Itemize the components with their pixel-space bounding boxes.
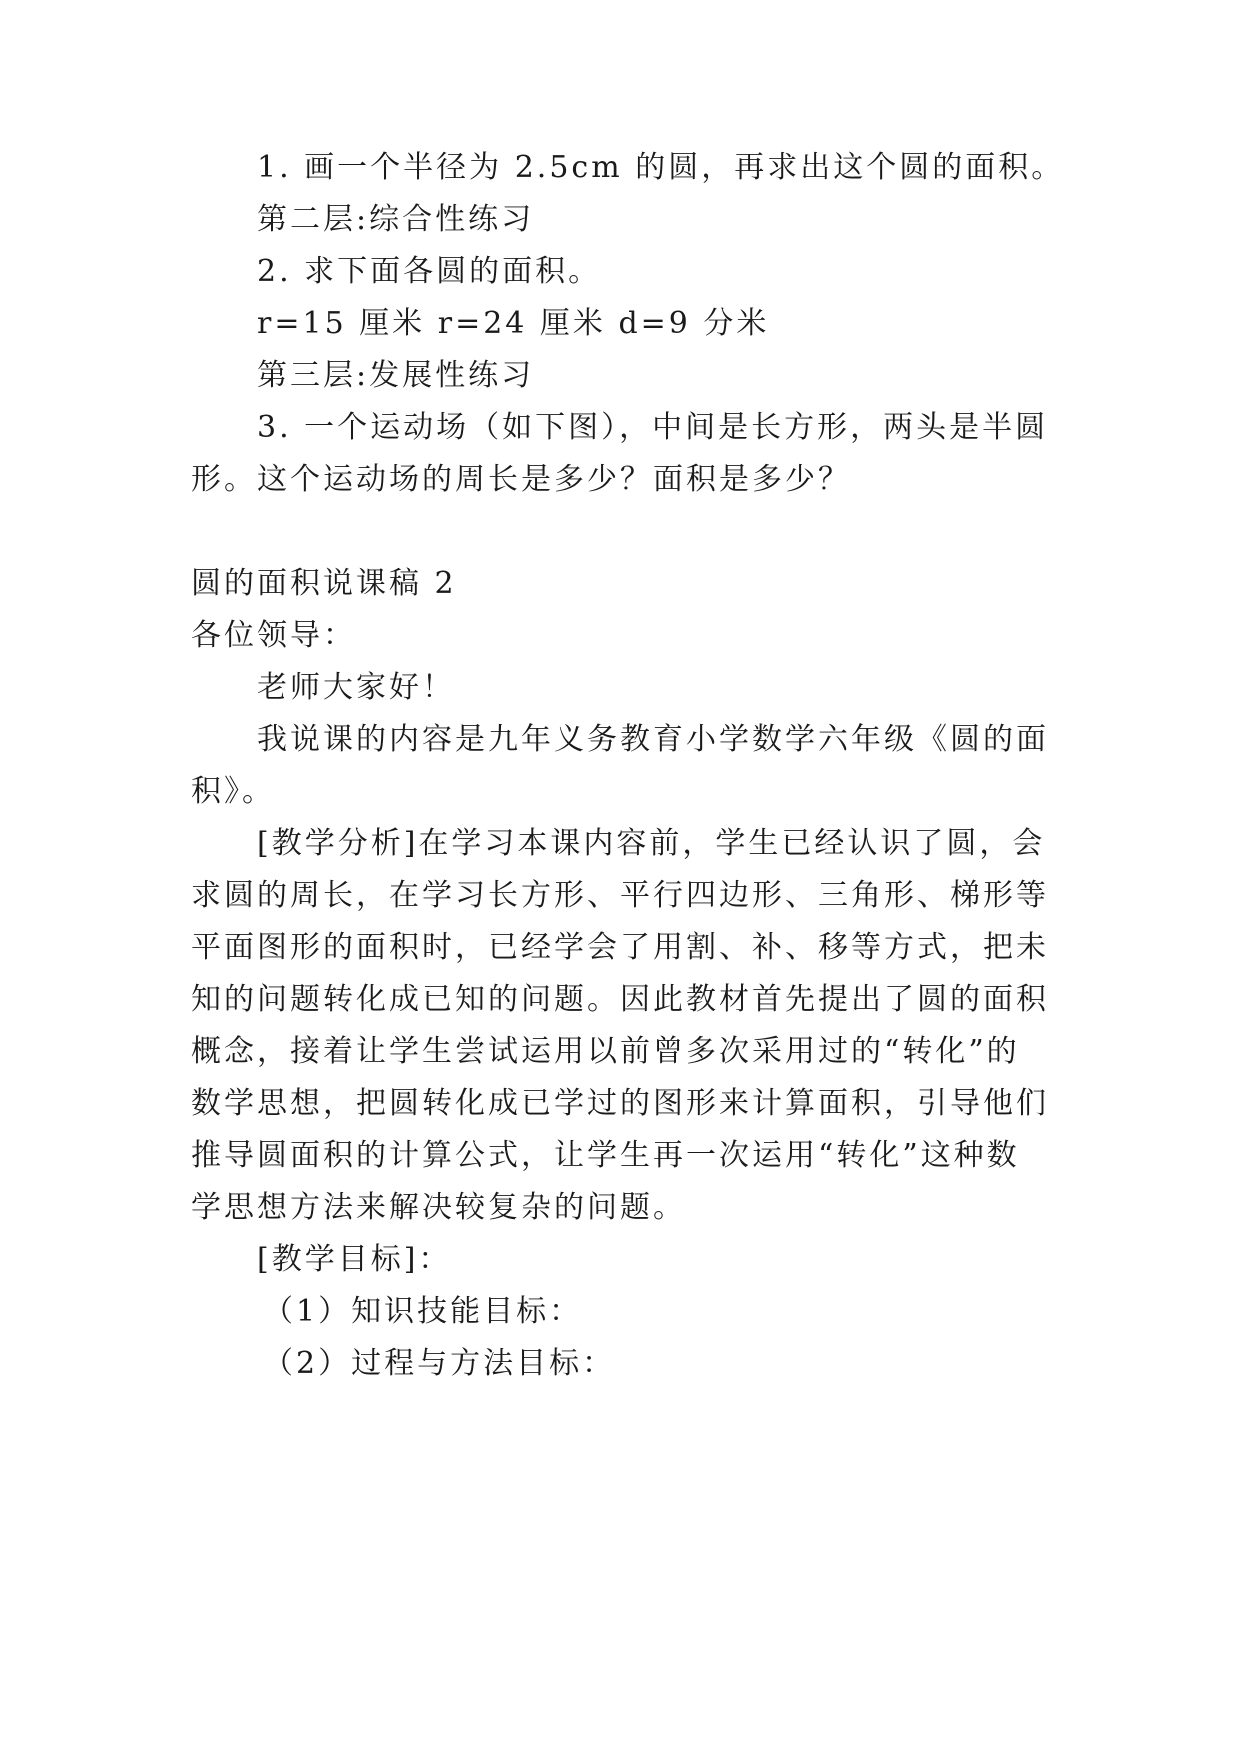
analysis-line-7: 推导圆面积的计算公式，让学生再一次运用“转化”这种数 xyxy=(191,1138,1020,1173)
exercise-3-line-2: 形。这个运动场的周长是多少？面积是多少？ xyxy=(191,462,851,497)
analysis-line-4: 知的问题转化成已知的问题。因此教材首先提出了圆的面积 xyxy=(191,982,1049,1017)
analysis-line-3: 平面图形的面积时，已经学会了用割、补、移等方式，把未 xyxy=(191,930,1049,965)
level-2-heading: 第二层:综合性练习 xyxy=(257,202,535,237)
salutation: 各位领导： xyxy=(191,618,356,653)
analysis-line-1: [教学分析]在学习本课内容前，学生已经认识了圆，会 xyxy=(257,826,1046,861)
goal-knowledge: （1）知识技能目标： xyxy=(263,1294,583,1329)
goal-process: （2）过程与方法目标： xyxy=(263,1346,616,1381)
exercise-1: 1. 画一个半径为 2.5cm 的圆，再求出这个圆的面积。 xyxy=(257,150,1065,185)
goals-heading: [教学目标]： xyxy=(257,1242,452,1277)
exercise-2: 2. 求下面各圆的面积。 xyxy=(257,254,602,289)
greeting: 老师大家好！ xyxy=(257,670,455,705)
level-3-heading: 第三层:发展性练习 xyxy=(257,358,535,393)
analysis-line-6: 数学思想，把圆转化成已学过的图形来计算面积，引导他们 xyxy=(191,1086,1049,1121)
intro-line-1: 我说课的内容是九年义务教育小学数学六年级《圆的面 xyxy=(257,722,1049,757)
section-title: 圆的面积说课稿 2 xyxy=(191,566,457,601)
analysis-line-5: 概念，接着让学生尝试运用以前曾多次采用过的“转化”的 xyxy=(191,1034,1020,1069)
exercise-3-line-1: 3. 一个运动场（如下图），中间是长方形，两头是半圆 xyxy=(257,410,1049,445)
analysis-line-8: 学思想方法来解决较复杂的问题。 xyxy=(191,1190,686,1225)
analysis-line-2: 求圆的周长，在学习长方形、平行四边形、三角形、梯形等 xyxy=(191,878,1049,913)
exercise-2-values: r=15 厘米 r=24 厘米 d=9 分米 xyxy=(257,306,770,341)
intro-line-2: 积》。 xyxy=(191,774,275,809)
